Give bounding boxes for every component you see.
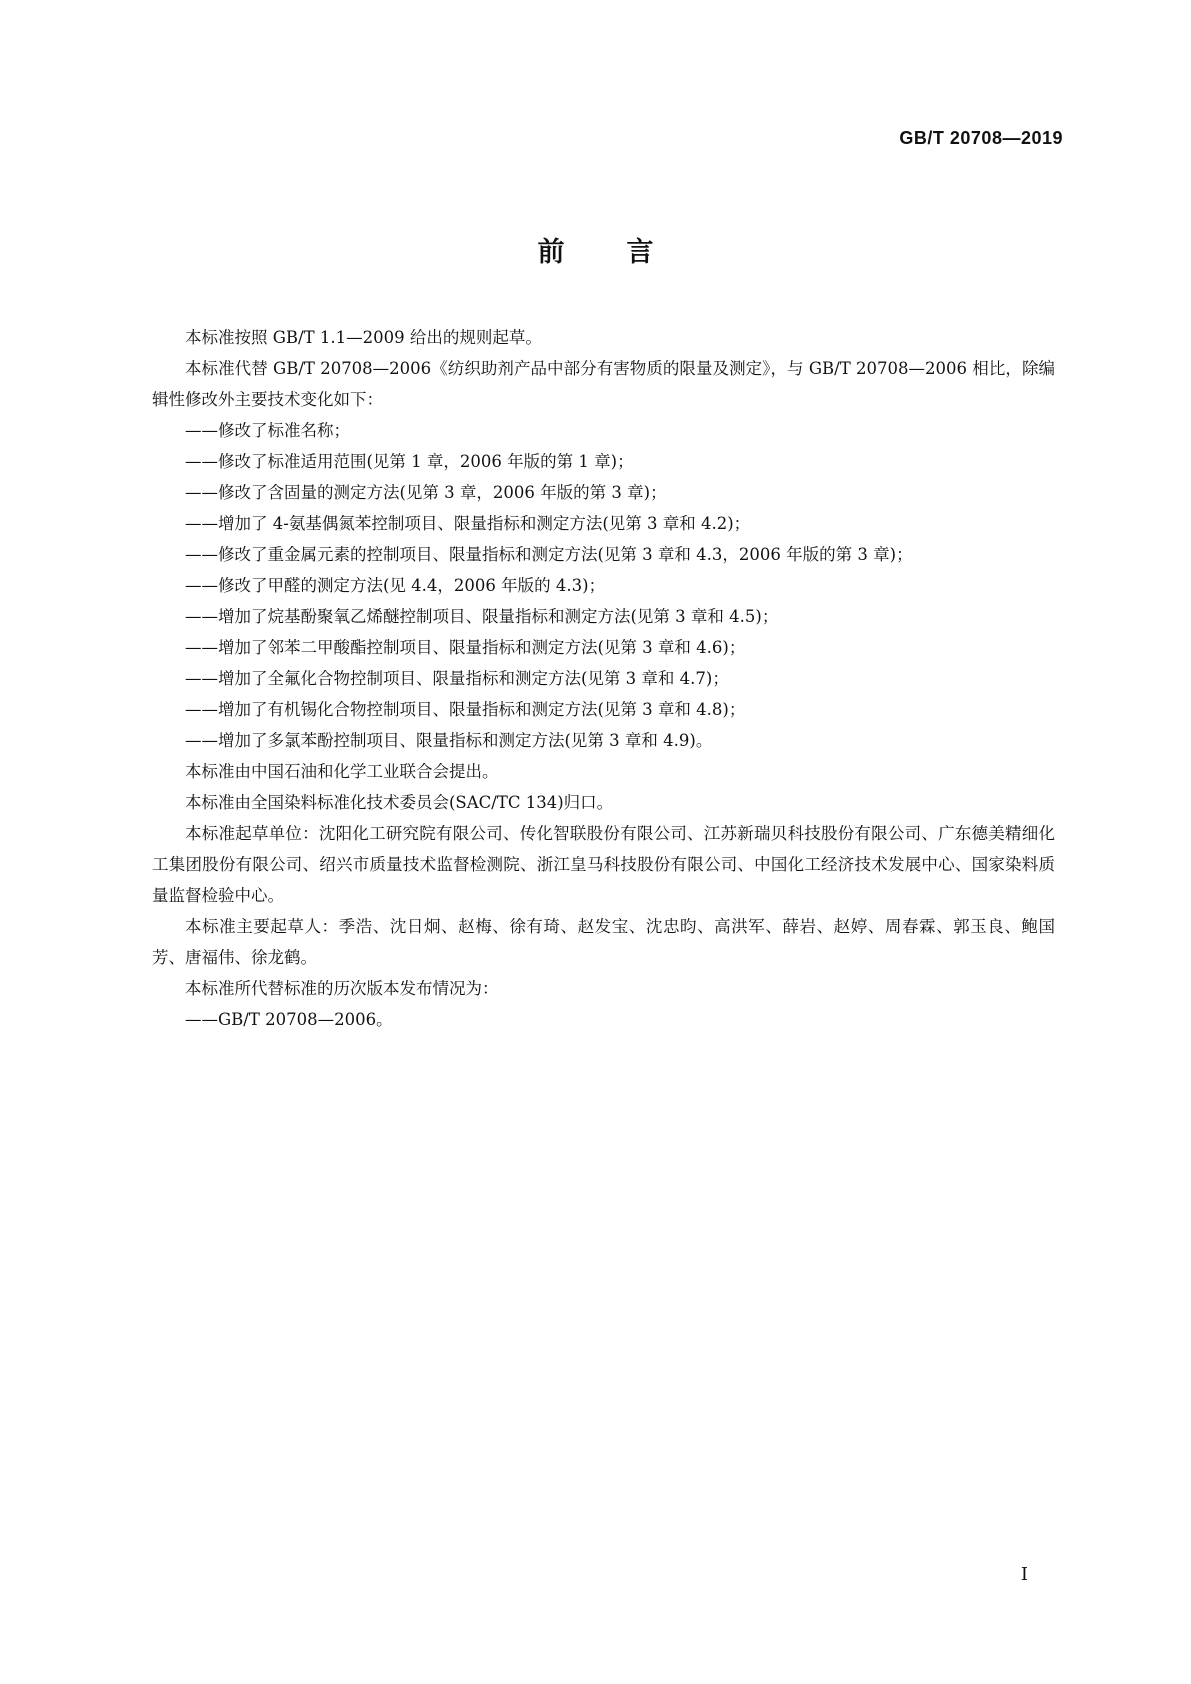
title-char-1: 前 (537, 237, 565, 268)
list-item: ——修改了标准适用范围(见第 1 章，2006 年版的第 1 章)； (185, 452, 634, 471)
list-item: ——增加了多氯苯酚控制项目、限量指标和测定方法(见第 3 章和 4.9)。 (185, 731, 713, 750)
page-title (0, 230, 1191, 269)
paragraph-previous-editions: 本标准所代替标准的历次版本发布情况为： (185, 979, 499, 998)
list-item: ——增加了全氟化合物控制项目、限量指标和测定方法(见第 3 章和 4.7)； (185, 669, 729, 688)
foreword-body (152, 322, 1055, 1035)
list-item: ——增加了烷基酚聚氧乙烯醚控制项目、限量指标和测定方法(见第 3 章和 4.5)； (185, 607, 779, 626)
standard-code: GB/T 20708—2019 (899, 128, 1063, 148)
paragraph-under-jurisdiction: 本标准由全国染料标准化技术委员会(SAC/TC 134)归口。 (185, 793, 614, 812)
page-number: I (1020, 1564, 1028, 1585)
paragraph-proposed-by: 本标准由中国石油和化学工业联合会提出。 (185, 762, 499, 781)
paragraph-drafting-units: 本标准起草单位：沈阳化工研究院有限公司、传化智联股份有限公司、江苏新瑞贝科技股份有限公司、广东德美精细化工集团股份有限公司、绍兴市质量技术监督检测院、浙江皇马科技股份有限公司、中国化工经济技术发展中心、国家染料质量监督检验中心。 (152, 824, 1055, 905)
previous-edition-item: ——GB/T 20708—2006。 (185, 1010, 393, 1029)
list-item: ——修改了重金属元素的控制项目、限量指标和测定方法(见第 3 章和 4.3，2006 年版的第 3 章)； (185, 545, 913, 564)
title-char-2: 言 (626, 237, 654, 268)
list-item: ——增加了有机锡化合物控制项目、限量指标和测定方法(见第 3 章和 4.8)； (185, 700, 746, 719)
paragraph-drafting-rules: 本标准按照 GB/T 1.1—2009 给出的规则起草。 (185, 328, 542, 347)
list-item: ——增加了邻苯二甲酸酯控制项目、限量指标和测定方法(见第 3 章和 4.6)； (185, 638, 746, 657)
paragraph-replacement: 本标准代替 GB/T 20708—2006《纺织助剂产品中部分有害物质的限量及测定》，与 GB/T 20708—2006 相比，除编辑性修改外主要技术变化如下： (152, 359, 1055, 409)
list-item: ——修改了含固量的测定方法(见第 3 章，2006 年版的第 3 章)； (185, 483, 667, 502)
changes-list (152, 415, 1055, 756)
list-item: ——修改了标准名称； (185, 421, 350, 440)
list-item: ——修改了甲醛的测定方法(见 4.4，2006 年版的 4.3)； (185, 576, 606, 595)
list-item: ——增加了 4-氨基偶氮苯控制项目、限量指标和测定方法(见第 3 章和 4.2)； (185, 514, 751, 533)
paragraph-drafters: 本标准主要起草人：季浩、沈日炯、赵梅、徐有琦、赵发宝、沈忠昀、高洪军、薛岩、赵婷、周春霖、郭玉良、鲍国芳、唐福伟、徐龙鹤。 (152, 917, 1055, 967)
